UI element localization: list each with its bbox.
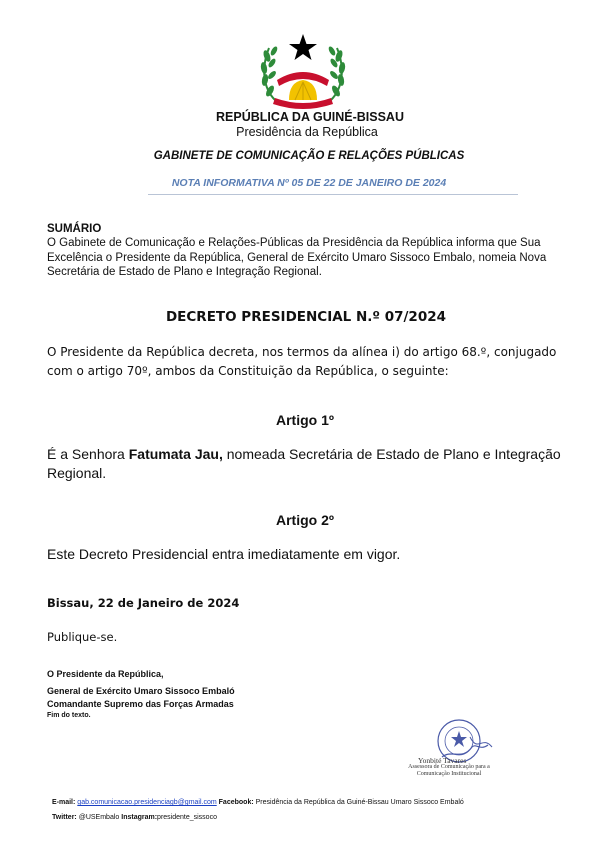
country-name: REPÚBLICA DA GUINÉ-BISSAU: [216, 110, 404, 124]
email-link[interactable]: gab.comunicacao.presidenciagb@gmail.com: [77, 799, 217, 806]
summary-body: O Gabinete de Comunicação e Relações-Públicas da Presidência da República informa que Sua Excelência o Presidente da República, General de Exército Umaro Sissoco Embalo, nomeia Nova Secretária de Estado de Plano e Integração Regional.: [47, 237, 547, 278]
publish-order: Publique-se.: [47, 630, 118, 644]
facebook-handle: Presidência da República da Guiné-Bissau Umaro Sissoco Embaló: [255, 799, 464, 806]
note-reference: NOTA INFORMATIVA Nº 05 DE 22 DE JANEIRO DE 2024: [171, 177, 447, 189]
stamp-signer-name: Yonbité Tavares: [418, 756, 467, 765]
appointee-name: Fatumata Jau,: [128, 446, 223, 462]
article-1-text-before: É a Senhora: [47, 446, 129, 462]
twitter-handle: @USEmbalo: [78, 814, 120, 821]
signature-line-3: Comandante Supremo das Forças Armadas: [47, 699, 234, 709]
article-2-title: Artigo 2º: [275, 512, 334, 528]
decree-preamble: O Presidente da República decreta, nos termos da alínea i) do artigo 68.º, conjugado com o artigo 70º, ambos da Constituição da República, o seguinte:: [47, 345, 557, 378]
presidency-name: Presidência da República: [236, 125, 378, 139]
header-divider: [148, 194, 518, 195]
footer-contact-line-1: [52, 799, 464, 806]
footer-contact-line-2: [52, 814, 217, 821]
instagram-label: Instagram:: [121, 814, 158, 821]
office-name: GABINETE DE COMUNICAÇÃO E RELAÇÕES PÚBLICAS: [153, 150, 465, 162]
summary-title: SUMÁRIO: [47, 223, 102, 235]
facebook-label: Facebook:: [218, 799, 254, 806]
email-label: E-mail:: [52, 799, 76, 806]
place-date: Bissau, 22 de Janeiro de 2024: [47, 596, 240, 610]
article-2-text: Este Decreto Presidencial entra imediatamente em vigor.: [47, 546, 401, 562]
article-1-text: [47, 445, 577, 483]
signature-line-1: O Presidente da República,: [47, 669, 164, 679]
twitter-label: Twitter:: [52, 814, 77, 821]
article-1-text-after: nomeada Secretária de Estado de Plano e Integração Regional.: [47, 446, 561, 481]
instagram-handle: presidente_sissoco: [157, 814, 217, 821]
decree-title: DECRETO PRESIDENCIAL N.º 07/2024: [165, 309, 447, 325]
signature-line-2: General de Exército Umaro Sissoco Embaló: [47, 686, 235, 696]
article-1-title: Artigo 1º: [275, 412, 334, 428]
end-of-text: Fim do texto.: [47, 712, 91, 719]
stamp-signer-role: Assessora de Comunicação para a Comunicação Institucional: [408, 764, 490, 777]
national-emblem-icon: [255, 30, 351, 112]
